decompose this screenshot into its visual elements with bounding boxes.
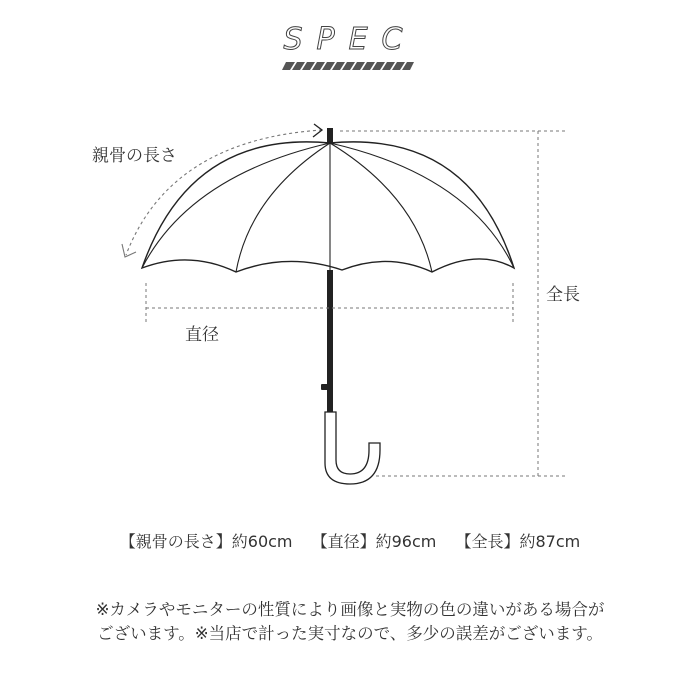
umbrella-shaft: [327, 270, 333, 412]
diameter-label: 直径: [185, 325, 219, 345]
spec-total-length: 【全長】約87cm: [455, 532, 581, 551]
spec-summary: [0, 529, 700, 552]
umbrella-canopy: [142, 142, 514, 272]
umbrella-handle: [325, 412, 380, 484]
page-title: SPEC: [283, 22, 417, 57]
disclaimer-line: ございます。※当店で計った実寸なので、多少の誤差がございます。: [97, 624, 603, 643]
disclaimer-note: [0, 598, 700, 646]
rib-length-label: 親骨の長さ: [92, 146, 177, 166]
spec-diameter: 【直径】約96cm: [311, 532, 437, 551]
disclaimer-line: ※カメラやモニターの性質により画像と実物の色の違いがある場合が: [95, 600, 605, 619]
total-length-label: 全長: [546, 285, 580, 305]
arrowhead-icon: [122, 244, 136, 257]
umbrella-button: [321, 384, 328, 390]
umbrella-tip: [327, 128, 333, 144]
spec-rib-length: 【親骨の長さ】約60cm: [119, 532, 293, 551]
